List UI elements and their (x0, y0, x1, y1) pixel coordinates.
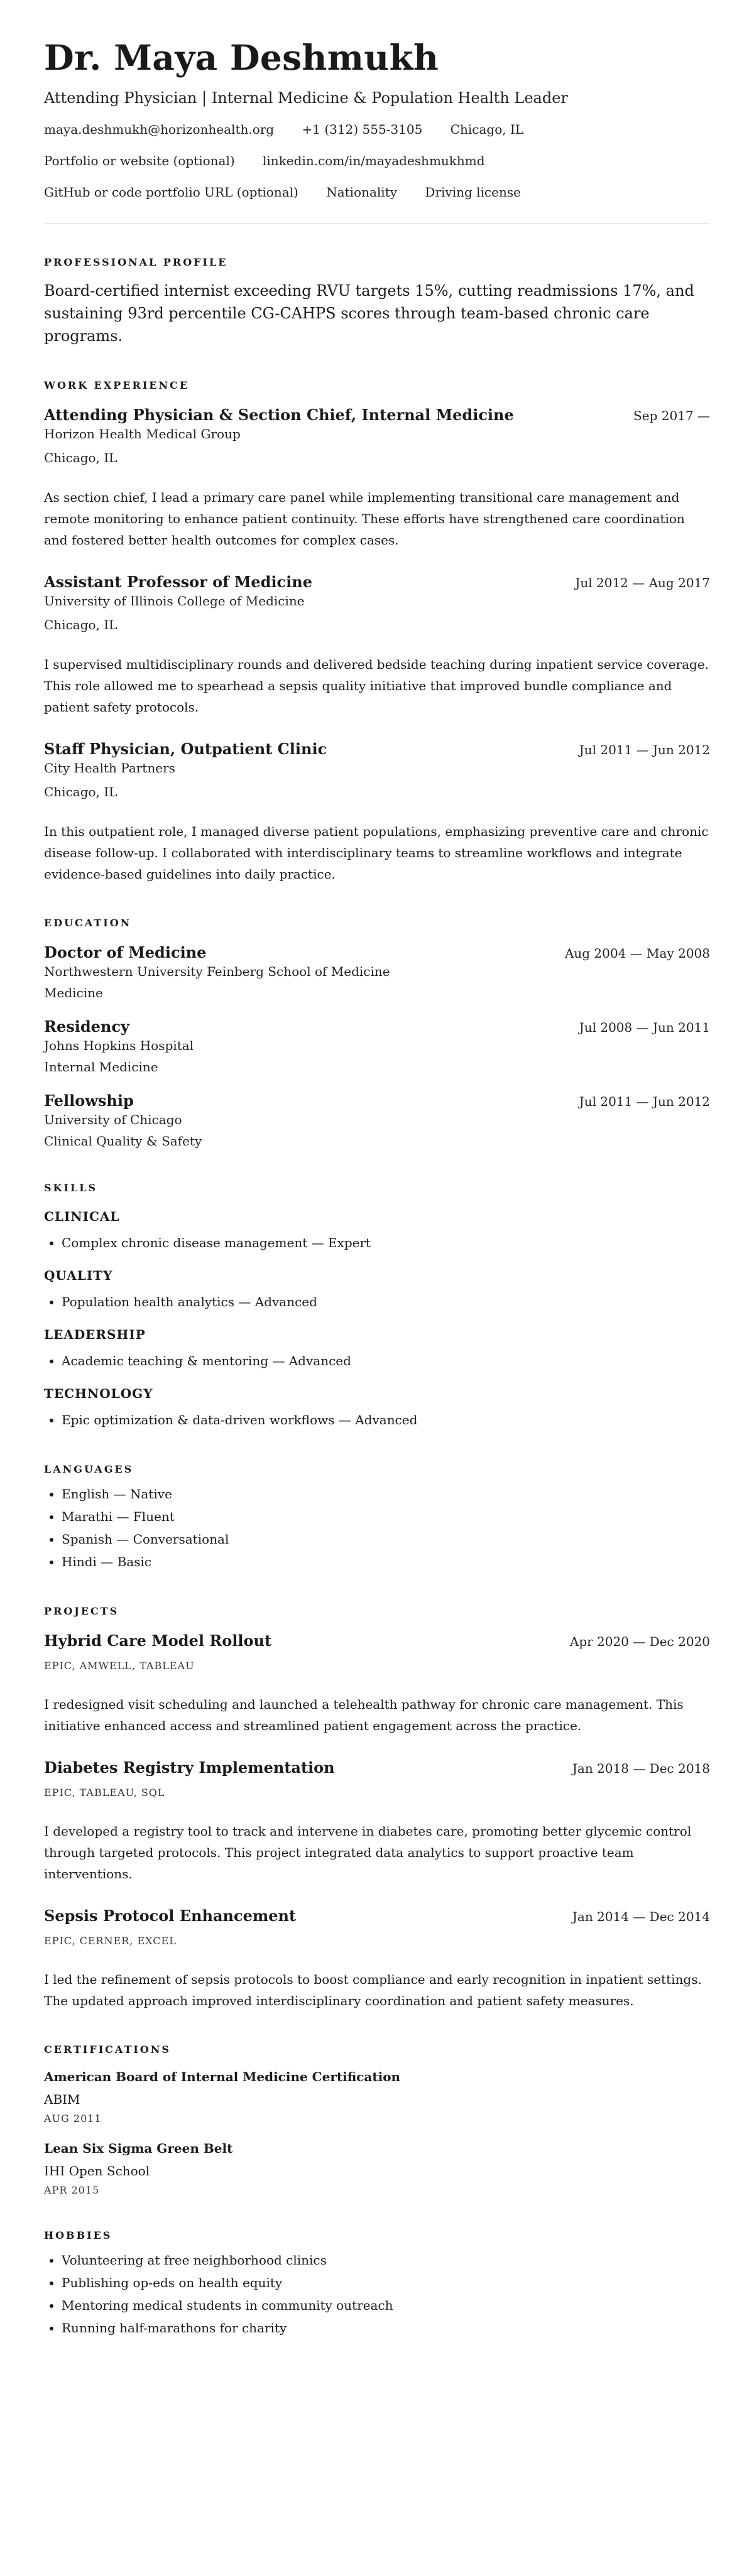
job-date: Jul 2012 — Aug 2017 (575, 575, 710, 590)
skill-item: • Complex chronic disease management — Expert (62, 1231, 710, 1254)
languages-section (44, 1463, 710, 1573)
job-description: I supervised multidisciplinary rounds and delivered bedside teaching during inpatient service coverage. This role allowed me to spearhead a sepsis quality initiative that improved bundle compliance and patient safety protocols. (44, 657, 709, 715)
skill-category: QUALITY (44, 1268, 113, 1283)
project-date: Jan 2018 — Dec 2018 (572, 1761, 710, 1776)
job-location: Chicago, IL (44, 617, 117, 632)
hobby-item: • Volunteering at free neighborhood clinics (62, 2249, 710, 2271)
skill-group (44, 1208, 710, 1254)
profile-summary: Board-certified internist exceeding RVU targets 15%, cutting readmissions 17%, and sustaining 93rd percentile CG-CAHPS scores through team-based chronic care programs. (44, 282, 694, 345)
project-name: Diabetes Registry Implementation (44, 1758, 335, 1777)
skill-group (44, 1267, 710, 1313)
education-entry (44, 1091, 710, 1150)
job-entry (44, 405, 710, 551)
hobby-item: • Mentoring medical students in community outreach (62, 2294, 710, 2317)
job-description: As section chief, I lead a primary care panel while implementing transitional care management and remote monitoring to enhance patient continuity. These efforts have strengthened care coordination and fostered better health outcomes for complex cases. (44, 490, 685, 548)
certification-name: Lean Six Sigma Green Belt (44, 2141, 233, 2156)
section-title-profile: PROFESSIONAL PROFILE (44, 256, 228, 268)
contact-phone[interactable]: +1 (312) 555-3105 (302, 122, 423, 137)
certification-entry (44, 2140, 710, 2197)
projects-section (44, 1605, 710, 2011)
certification-date: AUG 2011 (44, 2113, 102, 2124)
certification-issuer: ABIM (44, 2092, 80, 2107)
job-organization: City Health Partners (44, 760, 175, 776)
education-field: Medicine (44, 985, 103, 1000)
section-title-education: EDUCATION (44, 917, 132, 929)
contact-portfolio[interactable]: Portfolio or website (optional) (44, 153, 235, 168)
job-date: Jul 2011 — Jun 2012 (579, 742, 710, 757)
job-organization: University of Illinois College of Medicine (44, 593, 305, 609)
job-organization: Horizon Health Medical Group (44, 426, 241, 441)
hobbies-section (44, 2229, 710, 2339)
contact-row (44, 152, 710, 170)
section-title-hobbies: HOBBIES (44, 2229, 112, 2241)
education-school: Johns Hopkins Hospital (44, 1038, 194, 1053)
skill-item: • Population health analytics — Advanced (62, 1291, 710, 1313)
contact-row (44, 121, 710, 138)
job-description: In this outpatient role, I managed diverse patient populations, emphasizing preventive care and chronic disease follow-up. I collaborated with interdisciplinary teams to streamline workflows and integrate evidence-based guidelines into daily practice. (44, 824, 709, 882)
candidate-headline: Attending Physician | Internal Medicine & Population Health Leader (44, 89, 568, 107)
education-entry (44, 1017, 710, 1076)
contact-location: Chicago, IL (450, 122, 524, 137)
contact-linkedin[interactable]: linkedin.com/in/mayadeshmukhmd (263, 153, 485, 168)
project-tech: EPIC, TABLEAU, SQL (44, 1787, 165, 1799)
section-title-projects: PROJECTS (44, 1605, 119, 1617)
project-description: I led the refinement of sepsis protocols to boost compliance and early recognition in inpatient settings. The updated approach improved interdisciplinary coordination and patient safety measures. (44, 1972, 702, 2008)
certification-entry (44, 2068, 710, 2126)
language-item: • Hindi — Basic (62, 1550, 710, 1573)
language-item: • English — Native (62, 1483, 710, 1505)
language-item: • Spanish — Conversational (62, 1528, 710, 1550)
certification-name: American Board of Internal Medicine Certification (44, 2069, 401, 2084)
education-field: Clinical Quality & Safety (44, 1134, 202, 1149)
candidate-name: Dr. Maya Deshmukh (44, 37, 439, 78)
skill-category: CLINICAL (44, 1209, 120, 1224)
project-tech: EPIC, CERNER, EXCEL (44, 1935, 177, 1947)
education-date: Aug 2004 — May 2008 (564, 946, 710, 961)
hobby-item: • Publishing op-eds on health equity (62, 2271, 710, 2294)
section-title-languages: LANGUAGES (44, 1463, 134, 1475)
skill-group (44, 1326, 710, 1372)
skills-section (44, 1181, 710, 1431)
project-description: I developed a registry tool to track and intervene in diabetes care, promoting better glycemic control through targeted protocols. This project integrated data analytics to support proactive team interventions. (44, 1824, 692, 1881)
skill-item: • Epic optimization & data-driven workflows — Advanced (62, 1409, 710, 1431)
certifications-section (44, 2043, 710, 2197)
job-title: Attending Physician & Section Chief, Internal Medicine (44, 406, 514, 424)
section-title-skills: SKILLS (44, 1182, 97, 1194)
education-entry (44, 943, 710, 1002)
job-entry (44, 739, 710, 885)
contact-driving-license: Driving license (425, 185, 521, 200)
section-title-certifications: CERTIFICATIONS (44, 2043, 171, 2055)
project-description: I redesigned visit scheduling and launched a telehealth pathway for chronic care management. This initiative enhanced access and streamlined patient engagement across the practice. (44, 1697, 684, 1733)
certification-issuer: IHI Open School (44, 2163, 150, 2178)
skill-category: TECHNOLOGY (44, 1386, 153, 1401)
project-date: Jan 2014 — Dec 2014 (572, 1909, 710, 1924)
project-entry (44, 1758, 710, 1885)
project-entry (44, 1906, 710, 2011)
skill-category: LEADERSHIP (44, 1327, 146, 1342)
hobby-item: • Running half-marathons for charity (62, 2317, 710, 2339)
education-school: University of Chicago (44, 1112, 182, 1127)
education-degree: Fellowship (44, 1091, 134, 1110)
job-location: Chicago, IL (44, 450, 117, 465)
education-school: Northwestern University Feinberg School of Medicine (44, 964, 390, 979)
education-date: Jul 2008 — Jun 2011 (579, 1020, 710, 1035)
education-date: Jul 2011 — Jun 2012 (579, 1094, 710, 1109)
project-name: Sepsis Protocol Enhancement (44, 1907, 297, 1925)
contact-email[interactable]: maya.deshmukh@horizonhealth.org (44, 122, 275, 137)
project-name: Hybrid Care Model Rollout (44, 1632, 272, 1650)
job-title: Staff Physician, Outpatient Clinic (44, 740, 327, 758)
project-entry (44, 1631, 710, 1736)
certification-date: APR 2015 (44, 2184, 100, 2196)
skill-group (44, 1385, 710, 1431)
skill-item: • Academic teaching & mentoring — Advanced (62, 1350, 710, 1372)
contact-nationality: Nationality (326, 185, 398, 200)
job-date: Sep 2017 — (633, 408, 710, 423)
experience-section (44, 379, 710, 885)
section-title-experience: WORK EXPERIENCE (44, 379, 190, 391)
education-degree: Doctor of Medicine (44, 943, 207, 961)
contact-row (44, 183, 710, 201)
education-degree: Residency (44, 1017, 129, 1036)
contact-github[interactable]: GitHub or code portfolio URL (optional) (44, 185, 298, 200)
education-field: Internal Medicine (44, 1059, 158, 1074)
project-tech: EPIC, AMWELL, TABLEAU (44, 1660, 195, 1672)
project-date: Apr 2020 — Dec 2020 (569, 1634, 710, 1649)
job-entry (44, 572, 710, 718)
job-location: Chicago, IL (44, 784, 117, 799)
job-title: Assistant Professor of Medicine (44, 573, 312, 591)
language-item: • Marathi — Fluent (62, 1505, 710, 1528)
education-section (44, 916, 710, 1150)
